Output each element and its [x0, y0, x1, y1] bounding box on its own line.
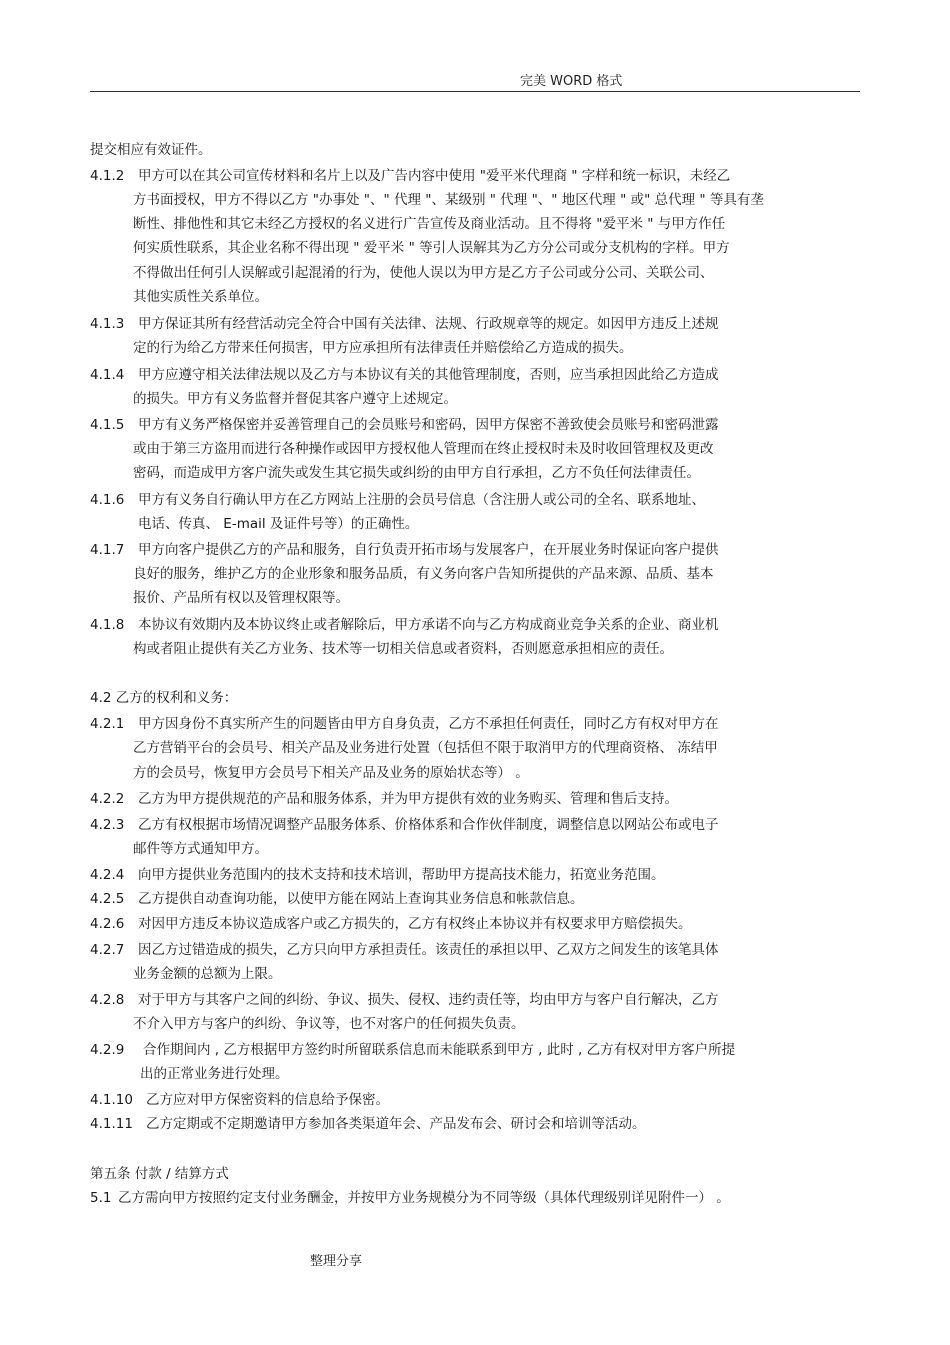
- clause-number: 4.1.5: [90, 417, 125, 433]
- clause-text: 甲方应遵守相关法律法规以及乙方与本协议有关的其他管理制度，否则，应当承担因此给乙方造成: [138, 367, 719, 383]
- clause-number: 4.1.4: [90, 367, 125, 383]
- clause-number: 4.1.10: [90, 1092, 133, 1108]
- clause-text: 乙方需向甲方按照约定支付业务酬金，并按甲方业务规模分为不同等级（具体代理级别详见附件一） 。: [118, 1190, 730, 1206]
- text-line: 断性、排他性和其它未经乙方授权的名义进行广告宣传及商业活动。且不得将 "爱平米 " 与甲方作任: [133, 216, 726, 232]
- text-line: 何实质性联系，其企业名称不得出现 " 爱平米 " 等引人误解其为乙方分公司或分支机构的字样。甲方: [133, 240, 730, 256]
- text-line: 电话、传真、 E-mail 及证件号等）的正确性。: [138, 516, 419, 532]
- clause-number: 4.2.1: [90, 716, 125, 732]
- text-line: 其他实质性关系单位。: [133, 289, 268, 305]
- text-line: 构或者阻止提供有关乙方业务、技术等一切相关信息或者资料，否则愿意承担相应的责任。: [133, 641, 673, 657]
- header-divider: [90, 91, 860, 92]
- clause-number: 4.2.5: [90, 891, 125, 907]
- clause-number: 4.1.7: [90, 542, 125, 558]
- clause-text: 本协议有效期内及本协议终止或者解除后，甲方承诺不向与乙方构成商业竞争关系的企业、商业机: [138, 617, 719, 633]
- clause-text: 乙方为甲方提供规范的产品和服务体系，并为甲方提供有效的业务购买、管理和售后支持。: [138, 791, 678, 807]
- clause-number: 4.1.3: [90, 316, 125, 332]
- clause-text: 乙方应对甲方保密资料的信息给予保密。: [146, 1092, 389, 1108]
- clause-text: 甲方有义务严格保密并妥善管理自己的会员账号和密码，因甲方保密不善致使会员账号和密码泄露: [138, 417, 719, 433]
- text-line: 或由于第三方盗用而进行各种操作或因甲方授权他人管理而在终止授权时未及时收回管理权及更改: [133, 441, 714, 457]
- clause-text: 对因甲方违反本协议造成客户或乙方损失的，乙方有权终止本协议并有权要求甲方赔偿损失。: [138, 916, 692, 932]
- clause-text: 乙方提供自动查询功能，以使甲方能在网站上查询其业务信息和帐款信息。: [138, 891, 584, 907]
- text-line: 报价、产品所有权以及管理权限等。: [133, 590, 349, 606]
- text-line: 方书面授权，甲方不得以乙方 "办事处 "、" 代理 "、某级别 " 代理 "、" 地区代理 " 或" 总代理 " 等具有垄: [133, 192, 764, 208]
- clause-text: 甲方向客户提供乙方的产品和服务，自行负责开拓市场与发展客户，在开展业务时保证向客户提供: [138, 542, 719, 558]
- page-footer: 整理分享: [310, 1254, 363, 1269]
- clause-number: 4.2.7: [90, 942, 125, 958]
- clause-text: 对于甲方与其客户之间的纠纷、争议、损失、侵权、违约责任等，均由甲方与客户自行解决，乙方: [138, 992, 719, 1008]
- clause-text: 甲方有义务自行确认甲方在乙方网站上注册的会员号信息（含注册人或公司的全名、联系地址、: [138, 492, 705, 508]
- clause-number: 4.2.9: [90, 1042, 125, 1058]
- text-line: 不介入甲方与客户的纠纷、争议等，也不对客户的任何损失负责。: [133, 1016, 525, 1032]
- clause-text: 乙方有权根据市场情况调整产品服务体系、价格体系和合作伙伴制度，调整信息以网站公布或电子: [138, 817, 719, 833]
- clause-text: 甲方保证其所有经营活动完全符合中国有关法律、法规、行政规章等的规定。如因甲方违反上述规: [138, 316, 719, 332]
- clause-number: 4.2.4: [90, 867, 125, 883]
- text-line: 的损失。甲方有义务监督并督促其客户遵守上述规定。: [133, 391, 457, 407]
- clause-number: 4.2.8: [90, 992, 125, 1008]
- clause-text: 因乙方过错造成的损失，乙方只向甲方承担责任。该责任的承担以甲、乙双方之间发生的该笔具体: [138, 942, 719, 958]
- clause-text: 甲方因身份不真实所产生的问题皆由甲方自身负责，乙方不承担任何责任，同时乙方有权对甲方在: [138, 716, 719, 732]
- clause-number: 5.1: [90, 1190, 112, 1206]
- text-line: 不得做出任何引人误解或引起混淆的行为，使他人误以为甲方是乙方子公司或分公司、关联公司、: [133, 265, 714, 281]
- clause-number: 4.1.11: [90, 1116, 133, 1132]
- text-line: 密码，而造成甲方客户流失或发生其它损失或纠纷的由甲方自行承担，乙方不负任何法律责任。: [133, 465, 700, 481]
- text-line: 邮件等方式通知甲方。: [133, 841, 268, 857]
- text-line: 第五条 付款 / 结算方式: [90, 1166, 229, 1182]
- text-line: 良好的服务，维护乙方的企业形象和服务品质，有义务向客户告知所提供的产品来源、品质、基本: [133, 566, 714, 582]
- clause-text: 向甲方提供业务范围内的技术支持和技术培训，帮助甲方提高技术能力，拓宽业务范围。: [138, 867, 665, 883]
- text-line: 出的正常业务进行处理。: [140, 1066, 289, 1082]
- clause-number: 4.2.6: [90, 916, 125, 932]
- text-line: 乙方营销平台的会员号、相关产品及业务进行处置（包括但不限于取消甲方的代理商资格、 冻结甲: [133, 740, 718, 756]
- clause-number: 4.2.2: [90, 791, 125, 807]
- text-line: 方的会员号，恢复甲方会员号下相关产品及业务的原始状态等） 。: [133, 765, 529, 781]
- text-line: 定的行为给乙方带来任何损害，甲方应承担所有法律责任并赔偿给乙方造成的损失。: [133, 340, 633, 356]
- text-line: 4.2 乙方的权利和义务：: [90, 690, 238, 706]
- clause-number: 4.1.8: [90, 617, 125, 633]
- text-line: 提交相应有效证件。: [90, 142, 212, 158]
- text-line: 业务金额的总额为上限。: [133, 966, 282, 982]
- clause-number: 4.1.6: [90, 492, 125, 508]
- clause-text: 甲方可以在其公司宣传材料和名片上以及广告内容中使用 "爱平米代理商 " 字样和统一标识，未经乙: [138, 168, 731, 184]
- clause-text: 合作期间内 , 乙方根据甲方签约时所留联系信息而未能联系到甲方 , 此时 , 乙方有权对甲方客户所提: [143, 1042, 736, 1058]
- page-header-title: 完美 WORD 格式: [520, 74, 623, 89]
- clause-number: 4.2.3: [90, 817, 125, 833]
- clause-text: 乙方定期或不定期邀请甲方参加各类渠道年会、产品发布会、研讨会和培训等活动。: [146, 1116, 646, 1132]
- clause-number: 4.1.2: [90, 168, 125, 184]
